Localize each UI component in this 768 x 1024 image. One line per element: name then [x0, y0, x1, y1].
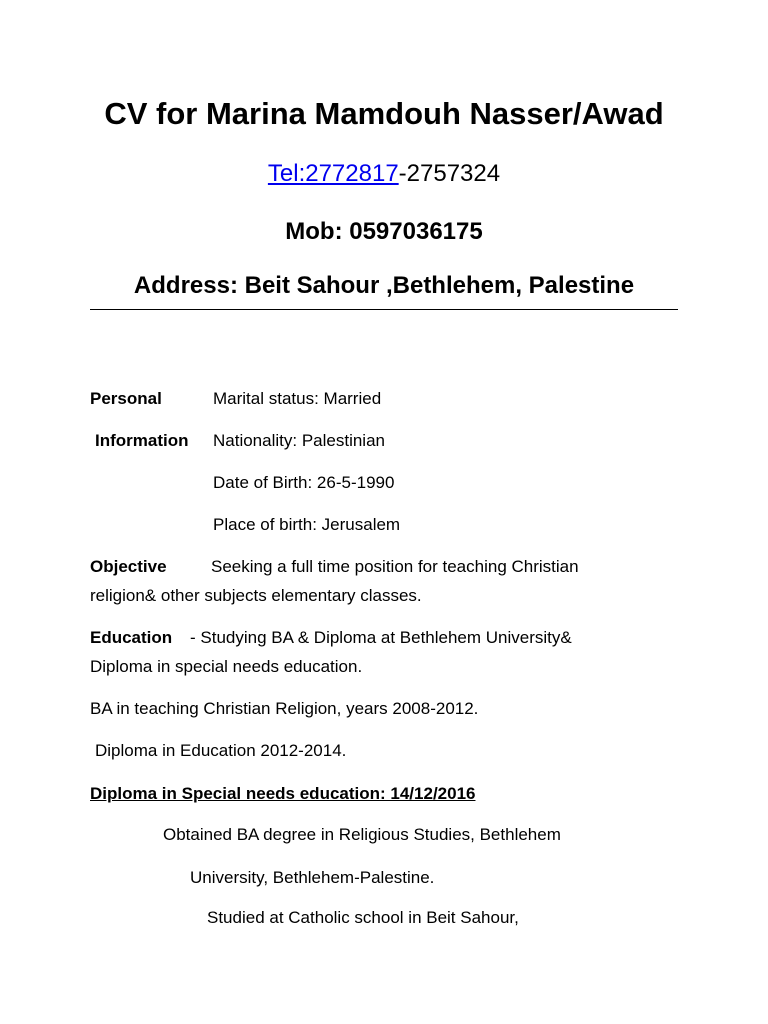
objective-label: Objective — [90, 557, 167, 576]
header-divider — [90, 309, 678, 310]
date-of-birth: Date of Birth: 26-5-1990 — [213, 473, 395, 492]
objective-text-2: religion& other subjects elementary classes. — [90, 586, 422, 605]
address-line: Address: Beit Sahour ,Bethlehem, Palestine — [133, 272, 635, 299]
ba-line: BA in teaching Christian Religion, years 2008-2012. — [90, 699, 479, 718]
obtained-line-1: Obtained BA degree in Religious Studies, Bethlehem — [163, 825, 561, 844]
information-label: Information — [95, 431, 189, 450]
personal-label: Personal — [90, 389, 162, 408]
telephone-link[interactable]: Tel:2772817 — [267, 160, 399, 187]
education-text-2: Diploma in special needs education. — [90, 657, 363, 676]
objective-text-1: Seeking a full time position for teaching Christian — [211, 557, 579, 576]
place-of-birth: Place of birth: Jerusalem — [213, 515, 401, 534]
obtained-line-2: University, Bethlehem-Palestine. — [190, 868, 435, 887]
education-text-1: - Studying BA & Diploma at Bethlehem University& — [190, 628, 572, 647]
education-label: Education — [90, 628, 173, 647]
telephone-secondary: -2757324 — [398, 160, 501, 187]
cv-title: CV for Marina Mamdouh Nasser/Awad — [104, 96, 664, 131]
nationality: Nationality: Palestinian — [213, 431, 385, 450]
marital-status: Marital status: Married — [213, 389, 382, 408]
studied-line: Studied at Catholic school in Beit Sahour, — [207, 908, 519, 927]
telephone-line — [0, 160, 768, 188]
special-needs-diploma: Diploma in Special needs education: 14/12/2016 — [90, 784, 476, 803]
mobile-line: Mob: 0597036175 — [285, 218, 483, 245]
diploma-line: Diploma in Education 2012-2014. — [95, 741, 347, 760]
